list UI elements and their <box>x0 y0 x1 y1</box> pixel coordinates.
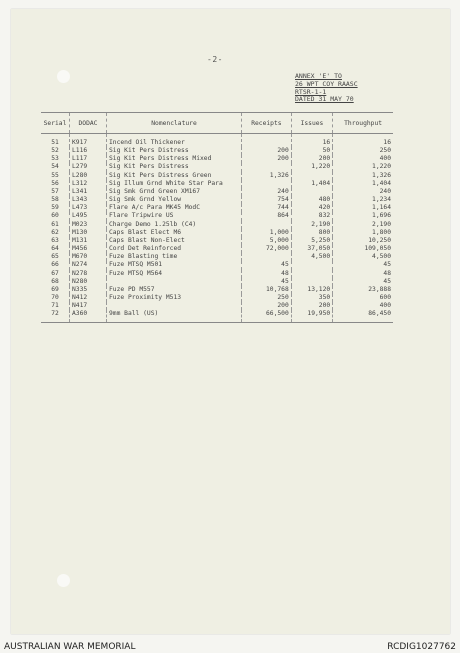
cell-issues: 480 <box>291 196 332 204</box>
cell-throughput: 1,696 <box>372 212 391 220</box>
cell-throughput: 10,250 <box>368 236 391 244</box>
cell-nomenclature: Charge Demo 1.25lb (C4) <box>107 221 242 229</box>
cell-issues: 1,220 <box>291 163 332 171</box>
table-row <box>41 172 393 180</box>
cell-serial: 69 <box>41 286 70 294</box>
cell-receipts: 864 <box>242 212 292 220</box>
table-row <box>41 294 393 302</box>
table-row <box>41 180 393 188</box>
cell-dodac: L473 <box>70 204 107 212</box>
cell-throughput: 1,164 <box>372 204 391 212</box>
cell-throughput: 23,888 <box>368 285 391 293</box>
cell-throughput: 400 <box>379 302 391 310</box>
annex-line: 26 WPT COY RAASC <box>295 79 358 88</box>
table-row <box>41 310 393 323</box>
cell-throughput: 1,326 <box>372 171 391 179</box>
cell-dodac: N335 <box>70 286 107 294</box>
cell-dodac: N278 <box>70 270 107 278</box>
cell-issues: 420 <box>291 204 332 212</box>
cell-dodac: K917 <box>70 134 107 148</box>
cell-receipts: 200 <box>242 147 292 155</box>
cell-issues: 5,250 <box>291 237 332 245</box>
cell-receipts: 744 <box>242 204 292 212</box>
cell-nomenclature: Caps Blast Elect M6 <box>107 229 242 237</box>
cell-serial: 65 <box>41 253 70 261</box>
cell-serial: 59 <box>41 204 70 212</box>
cell-receipts: 45 <box>242 261 292 269</box>
header-dodac: DODAC <box>70 113 107 134</box>
cell-nomenclature: Fuze Blasting time <box>107 253 242 261</box>
cell-throughput: 240 <box>379 187 391 195</box>
table-body <box>41 134 393 323</box>
table-row <box>41 237 393 245</box>
cell-nomenclature: Fuze MTSQ M501 <box>107 261 242 269</box>
cell-nomenclature: Sig Smk Grnd Green XM167 <box>107 188 242 196</box>
cell-receipts: 250 <box>242 294 292 302</box>
cell-dodac: L279 <box>70 163 107 171</box>
cell-dodac: N412 <box>70 294 107 302</box>
cell-issues: 350 <box>291 294 332 302</box>
table-row <box>41 134 393 148</box>
cell-issues: 4,500 <box>291 253 332 261</box>
table-row <box>41 286 393 294</box>
cell-throughput: 45 <box>383 261 391 269</box>
cell-serial: 62 <box>41 229 70 237</box>
cell-serial: 63 <box>41 237 70 245</box>
cell-issues: 19,950 <box>291 310 332 323</box>
cell-dodac: N274 <box>70 261 107 269</box>
cell-issues: 832 <box>291 212 332 220</box>
cell-nomenclature: Incend Oil Thickener <box>107 134 242 148</box>
cell-dodac: L117 <box>70 155 107 163</box>
table-row <box>41 245 393 253</box>
cell-throughput: 109,050 <box>364 245 391 253</box>
table-row <box>41 221 393 229</box>
cell-issues <box>291 261 332 269</box>
cell-throughput: 16 <box>383 139 391 146</box>
table-row <box>41 188 393 196</box>
header-throughput: Throughput <box>333 113 393 134</box>
ammunition-table <box>41 112 393 323</box>
table-header-row <box>41 113 393 134</box>
cell-issues <box>291 188 332 196</box>
cell-serial: 51 <box>41 134 70 148</box>
cell-receipts: 1,326 <box>242 172 292 180</box>
cell-nomenclature <box>107 278 242 286</box>
cell-nomenclature: Flare A/c Para MK45 ModC <box>107 204 242 212</box>
cell-serial: 55 <box>41 172 70 180</box>
cell-nomenclature: Caps Blast Non-Elect <box>107 237 242 245</box>
cell-dodac: L116 <box>70 147 107 155</box>
cell-issues <box>291 278 332 286</box>
cell-issues: 13,120 <box>291 286 332 294</box>
table-row <box>41 278 393 286</box>
cell-receipts <box>242 253 292 261</box>
annex-line: ANNEX 'E' TO <box>295 72 342 80</box>
table-row <box>41 302 393 310</box>
cell-serial: 58 <box>41 196 70 204</box>
table-row <box>41 261 393 269</box>
cell-throughput: 1,220 <box>372 163 391 171</box>
table-row <box>41 204 393 212</box>
header-receipts: Receipts <box>242 113 292 134</box>
punch-hole-top <box>57 70 70 83</box>
cell-throughput: 2,190 <box>372 220 391 228</box>
cell-issues: 2,190 <box>291 221 332 229</box>
header-serial: Serial <box>41 113 70 134</box>
cell-dodac: L343 <box>70 196 107 204</box>
cell-issues: 800 <box>291 229 332 237</box>
cell-nomenclature: Sig Kit Pers Distress <box>107 147 242 155</box>
annex-line: RTSR-1-1 <box>295 87 327 96</box>
cell-receipts: 200 <box>242 155 292 163</box>
cell-serial: 68 <box>41 278 70 286</box>
cell-serial: 52 <box>41 147 70 155</box>
cell-throughput: 1,800 <box>372 228 391 236</box>
cell-nomenclature: Fuze Proximity M513 <box>107 294 242 302</box>
cell-issues: 50 <box>291 147 332 155</box>
cell-serial: 57 <box>41 188 70 196</box>
cell-issues <box>291 270 332 278</box>
annex-line: DATED 31 MAY 70 <box>295 95 354 104</box>
cell-receipts: 45 <box>242 278 292 286</box>
table-row <box>41 270 393 278</box>
cell-dodac: L312 <box>70 180 107 188</box>
table-row <box>41 212 393 220</box>
cell-dodac: N280 <box>70 278 107 286</box>
cell-issues: 1,404 <box>291 180 332 188</box>
cell-dodac: M456 <box>70 245 107 253</box>
cell-throughput: 1,234 <box>372 196 391 204</box>
cell-issues: 200 <box>291 302 332 310</box>
cell-dodac: L495 <box>70 212 107 220</box>
cell-nomenclature: Sig Illum Grnd White Star Para <box>107 180 242 188</box>
cell-serial: 72 <box>41 310 70 323</box>
cell-serial: 67 <box>41 270 70 278</box>
cell-receipts: 66,500 <box>242 310 292 323</box>
footer-record-id: RCDIG1027762 <box>387 642 456 652</box>
cell-serial: 56 <box>41 180 70 188</box>
cell-dodac: N417 <box>70 302 107 310</box>
cell-nomenclature: Sig Kit Pers Distress <box>107 163 242 171</box>
cell-serial: 60 <box>41 212 70 220</box>
table-row <box>41 163 393 171</box>
cell-nomenclature: Sig Kit Pers Distress Green <box>107 172 242 180</box>
cell-receipts: 200 <box>242 302 292 310</box>
cell-receipts: 72,000 <box>242 245 292 253</box>
cell-throughput: 45 <box>383 277 391 285</box>
cell-nomenclature: Cord Det Reinforced <box>107 245 242 253</box>
cell-serial: 64 <box>41 245 70 253</box>
cell-receipts: 48 <box>242 270 292 278</box>
cell-receipts: 5,000 <box>242 237 292 245</box>
cell-nomenclature: Sig Kit Pers Distress Mixed <box>107 155 242 163</box>
cell-receipts: 10,768 <box>242 286 292 294</box>
cell-throughput: 86,450 <box>333 310 393 323</box>
table-row <box>41 155 393 163</box>
header-nomenclature: Nomenclature <box>107 113 242 134</box>
cell-throughput: 250 <box>379 147 391 155</box>
cell-serial: 70 <box>41 294 70 302</box>
cell-dodac: M130 <box>70 229 107 237</box>
cell-receipts <box>242 180 292 188</box>
table-row <box>41 147 393 155</box>
cell-dodac: L341 <box>70 188 107 196</box>
cell-serial: 54 <box>41 163 70 171</box>
cell-dodac: M023 <box>70 221 107 229</box>
cell-receipts: 240 <box>242 188 292 196</box>
cell-receipts <box>242 163 292 171</box>
cell-issues: 37,050 <box>291 245 332 253</box>
page-number: -2- <box>207 55 223 64</box>
cell-dodac: A360 <box>70 310 107 323</box>
cell-throughput: 48 <box>383 269 391 277</box>
cell-throughput: 4,500 <box>372 253 391 261</box>
cell-throughput: 600 <box>379 293 391 301</box>
cell-throughput: 400 <box>379 155 391 163</box>
cell-serial: 61 <box>41 221 70 229</box>
cell-dodac: M670 <box>70 253 107 261</box>
footer-archive-name: AUSTRALIAN WAR MEMORIAL <box>4 642 136 652</box>
cell-nomenclature: Fuze PD M557 <box>107 286 242 294</box>
cell-receipts <box>242 134 292 148</box>
punch-hole-bottom <box>57 574 70 587</box>
cell-receipts <box>242 221 292 229</box>
table-row <box>41 229 393 237</box>
cell-throughput: 1,404 <box>372 179 391 187</box>
cell-nomenclature <box>107 302 242 310</box>
table-row <box>41 253 393 261</box>
header-issues: Issues <box>291 113 332 134</box>
cell-nomenclature: Flare Tripwire US <box>107 212 242 220</box>
cell-receipts: 754 <box>242 196 292 204</box>
cell-nomenclature: Fuze MTSQ M564 <box>107 270 242 278</box>
cell-nomenclature: 9mm Ball (US) <box>107 310 242 323</box>
cell-nomenclature: Sig Smk Grnd Yellow <box>107 196 242 204</box>
cell-receipts: 1,000 <box>242 229 292 237</box>
cell-serial: 66 <box>41 261 70 269</box>
table-row <box>41 196 393 204</box>
cell-dodac: L280 <box>70 172 107 180</box>
cell-issues <box>291 172 332 180</box>
cell-serial: 71 <box>41 302 70 310</box>
cell-issues: 16 <box>291 134 332 148</box>
cell-dodac: M131 <box>70 237 107 245</box>
annex-reference <box>295 73 358 104</box>
cell-issues: 200 <box>291 155 332 163</box>
cell-serial: 53 <box>41 155 70 163</box>
